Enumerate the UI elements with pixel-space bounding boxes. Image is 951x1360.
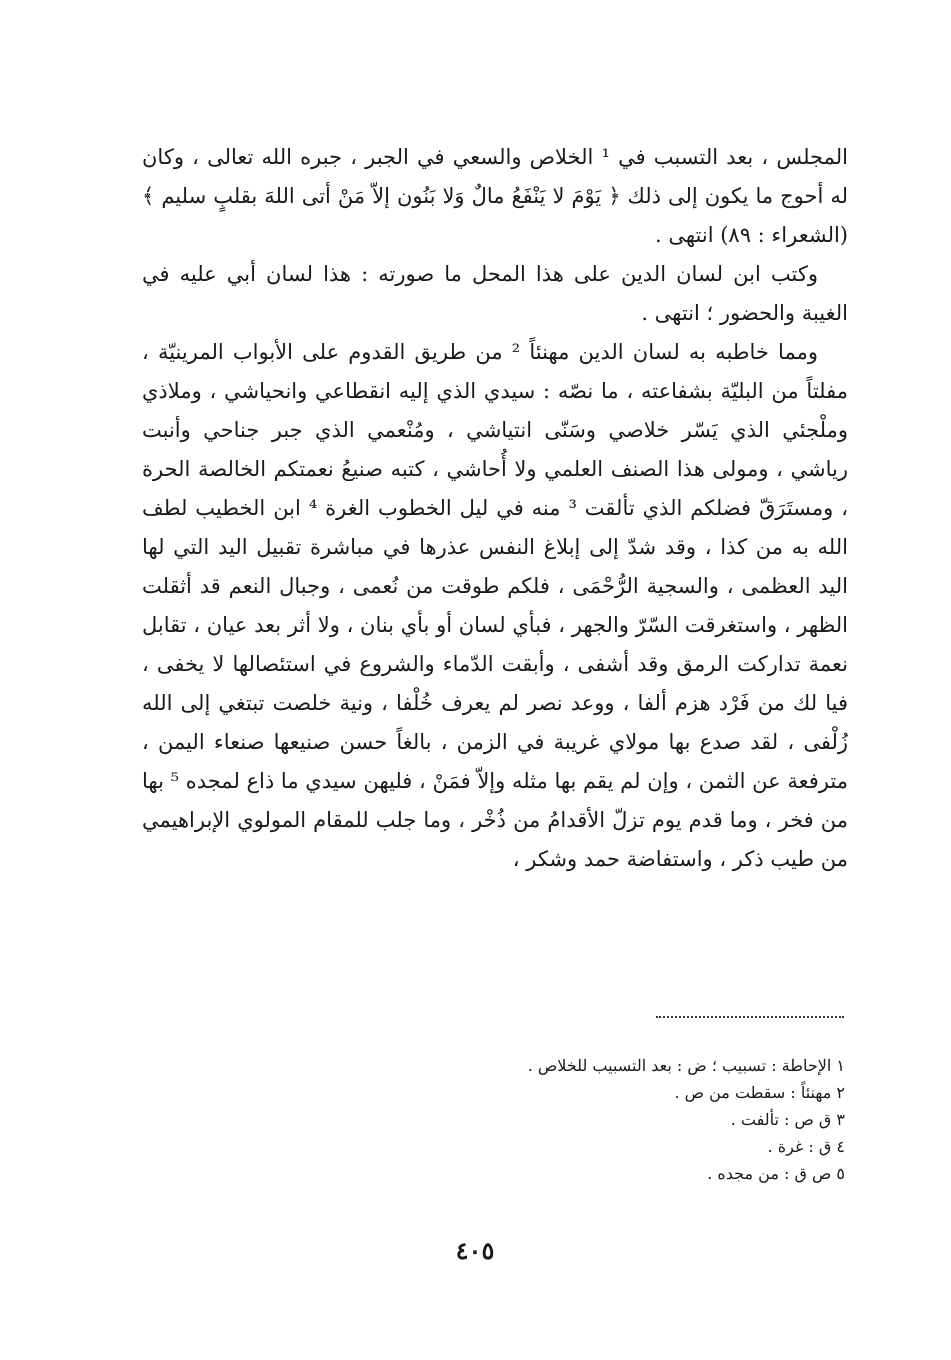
paragraph-3: ومما خاطبه به لسان الدين مهنئاً ² من طريق القدوم على الأبواب المرينيّة ، مفلتاً من البليّة بشفاعته ، ما نصّه : سيدي الذي إليه انقطاعي وانحياشي ، وملاذي وملْجئي الذي يَسّر خلاصي وسَنّى انتياشي ، ومُنْعمي الذي جبر جناحي وأنبت رياشي ، ومولى هذا الصنف العلمي ولا أُحاشي ، كتبه صنيعُ نعمتكم الخالصة الحرة ، ومستَرَقّ فضلكم الذي تألقت ³ منه في ليل الخطوب الغرة ⁴ ابن الخطيب لطف الله به من كذا ، وقد شدّ إلى إبلاغ النفس عذرها في مباشرة تقبيل اليد التي لها اليد العظمى ، والسجية الرُّحْمَى ، فلكم طوقت من نُعمى ، وجبال النعم قد أثقلت الظهر ، واستغرقت السّرّ والجهر ، فبأي لسان أو بأي بنان ، ولا أثر بعد عيان ، تقابل نعمة تداركت الرمق وقد أشفى ، وأبقت الدّماء والشروع في استئصالها لا يخفى ، فيا لك من فَرْد هزم ألفا ، ووعد نصر لم يعرف خُلْفا ، ونية خلصت تبتغي إلى الله زُلْفى ، لقد صدع بها مولاي غريبة في الزمن ، بالغاً حسن صنيعها صنعاء اليمن ، مترفعة عن الثمن ، وإن لم يقم بها مثله وإلاّ فمَنْ ، فليهن سيدي ما ذاع لمجده ⁵ بها من فخر ، وما قدم يوم تزلّ الأقدامُ من ذُخْر ، وما جلب للمقام المولوي الإبراهيمي من طيب ذكر ، واستفاضة حمد وشكر ، bbox=[142, 340, 849, 871]
footnote-2: ٢ مهنئاً : سقطت من ص . bbox=[674, 1083, 845, 1102]
footnote-3: ٣ ق ص : تألفت . bbox=[730, 1110, 845, 1129]
paragraph-2: وكتب ابن لسان الدين على هذا المحل ما صورته : هذا لسان أبي عليه في الغيبة والحضور ؛ انتهى . bbox=[142, 262, 848, 325]
paragraph-1: المجلس ، بعد التسبب في ¹ الخلاص والسعي في الجبر ، جبره الله تعالى ، وكان له أحوج ما يكون إلى ذلك ﴿ يَوْمَ لا يَنْفَعُ مالٌ وَلا بَنُون إلاّ مَنْ أتى اللهَ بقلبٍ سليم ﴾ (الشعراء : ٨٩) انتهى . bbox=[142, 145, 848, 247]
footnote-4: ٤ ق : غرة . bbox=[767, 1137, 845, 1156]
footnotes bbox=[300, 1052, 845, 1187]
page-number: ٤٠٥ bbox=[455, 1236, 495, 1265]
footnote-separator bbox=[656, 1016, 844, 1018]
footnote-1: ١ الإحاطة : تسبيب ؛ ض : بعد التسبيب للخلاص . bbox=[527, 1056, 845, 1075]
footnote-5: ٥ ص ق : من مجده . bbox=[707, 1164, 845, 1183]
main-text bbox=[142, 138, 848, 879]
